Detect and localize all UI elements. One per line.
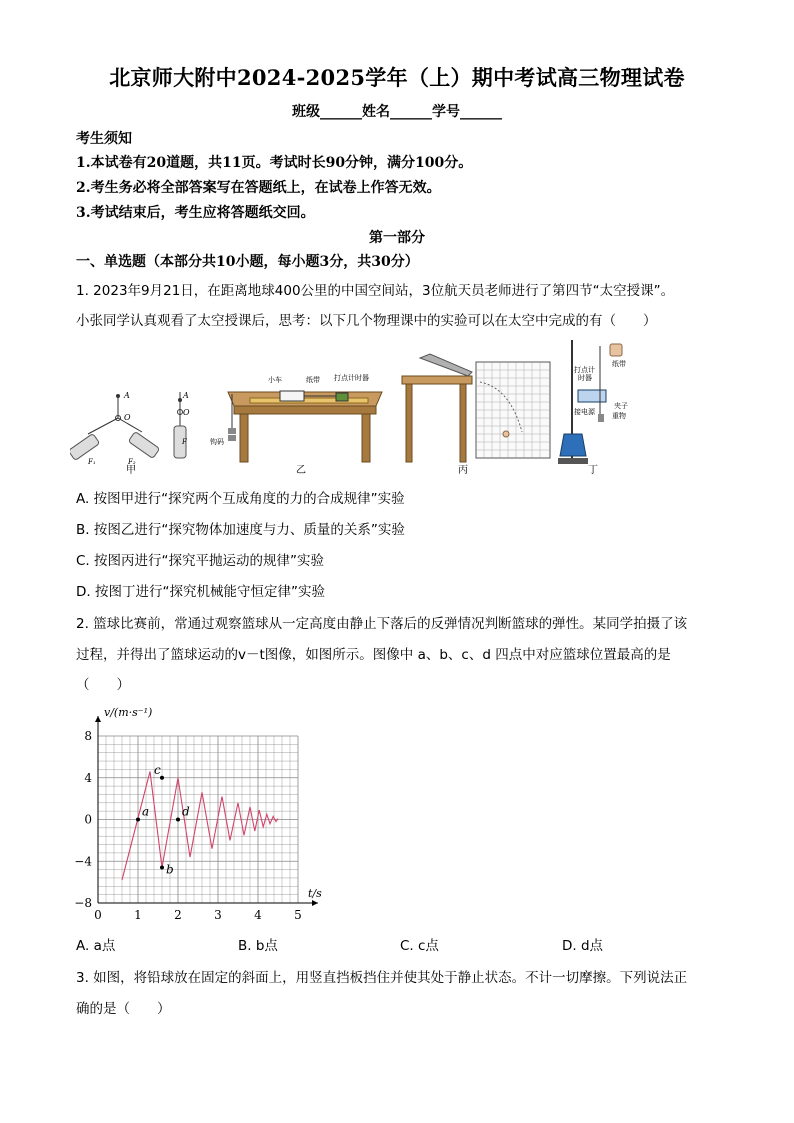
q1-option-d: D. 按图丁进行“探究机械能守恒定律”实验 xyxy=(76,584,325,600)
q1-stem-line2: 小张同学认真观看了太空授课后，思考：以下几个物理课中的实验可以在太空中完成的有（ ） xyxy=(76,313,657,329)
chart-series-line xyxy=(122,772,278,881)
x-tick-label: 5 xyxy=(294,908,302,922)
svg-text:乙: 乙 xyxy=(296,465,306,476)
notice-item-1: 1.本试卷有20道题，共11页。考试时长90分钟，满分100分。 xyxy=(76,155,473,171)
notice-heading: 考生须知 xyxy=(76,131,132,147)
svg-text:重物: 重物 xyxy=(612,412,626,420)
y-axis-arrow xyxy=(95,716,101,722)
svg-text:小车: 小车 xyxy=(268,376,282,384)
x-axis-arrow xyxy=(312,900,318,906)
y-tick-label: 8 xyxy=(84,729,92,743)
svg-text:A: A xyxy=(183,391,189,400)
exam-title: 北京师大附中2024-2025学年（上）期中考试高三物理试卷 xyxy=(109,65,685,90)
svg-text:O: O xyxy=(183,408,190,417)
x-tick-label: 1 xyxy=(134,908,142,922)
svg-text:甲: 甲 xyxy=(126,465,136,476)
q1-stem-line1: 1. 2023年9月21日，在距离地球400公里的中国空间站，3位航天员老师进行了第四节“太空授课”。 xyxy=(76,283,675,299)
vt-series-line xyxy=(122,772,278,881)
chart-points xyxy=(136,776,180,870)
svg-text:O: O xyxy=(124,413,131,422)
svg-text:时器: 时器 xyxy=(578,374,592,382)
x-tick-label: 0 xyxy=(94,908,102,922)
figure-yi xyxy=(210,373,382,476)
q2-stem-line2: 过程，并得出了篮球运动的v－t图像，如图所示。图像中 a、b、c、d 四点中对应篮球位置最高的是 xyxy=(76,647,671,663)
q2-option-c: C. c点 xyxy=(400,938,439,954)
q2-stem-line3: （ ） xyxy=(76,677,130,693)
svg-text:丁: 丁 xyxy=(588,465,598,476)
figure-jia xyxy=(70,391,190,476)
y-tick-label: −8 xyxy=(74,896,92,910)
svg-text:丙: 丙 xyxy=(458,465,468,476)
y-tick-label: 0 xyxy=(84,812,92,827)
q1-option-b: B. 按图乙进行“探究物体加速度与力、质量的关系”实验 xyxy=(76,522,405,538)
q3-stem-line2: 确的是（ ） xyxy=(76,1001,171,1017)
x-tick-label: 3 xyxy=(214,908,222,922)
q2-option-a: A. a点 xyxy=(76,938,116,954)
y-axis-label: v/(m·s⁻¹) xyxy=(104,706,153,719)
q2-vt-chart xyxy=(70,700,340,932)
svg-text:F₂: F₂ xyxy=(128,458,136,466)
point-label-d: d xyxy=(182,804,190,819)
q2-option-b: B. b点 xyxy=(238,938,278,954)
point-b xyxy=(160,866,164,870)
section-title: 一、单选题（本部分共10小题，每小题3分，共30分） xyxy=(76,254,419,270)
q2-option-d: D. d点 xyxy=(562,938,604,954)
figure-bing xyxy=(402,354,550,476)
svg-text:A: A xyxy=(124,391,130,400)
x-tick-label: 4 xyxy=(254,908,262,922)
q3-stem-line1: 3. 如图，将铅球放在固定的斜面上，用竖直挡板挡住并使其处于静止状态。不计一切摩擦。下列说法正 xyxy=(76,970,688,986)
point-d xyxy=(176,818,180,822)
point-label-b: b xyxy=(166,862,174,877)
svg-text:F₁: F₁ xyxy=(88,458,96,466)
q1-experiment-figure xyxy=(70,336,710,478)
point-label-c: c xyxy=(154,762,161,777)
q2-stem-line1: 2. 篮球比赛前，常通过观察篮球从一定高度由静止下落后的反弹情况判断篮球的弹性。某同学拍摄了该 xyxy=(76,616,688,632)
svg-text:钩码: 钩码 xyxy=(210,438,224,446)
q1-option-c: C. 按图丙进行“探究平抛运动的规律”实验 xyxy=(76,553,324,569)
y-tick-label: −4 xyxy=(74,854,92,869)
x-tick-label: 2 xyxy=(174,908,182,922)
x-axis-label: t/s xyxy=(308,887,322,900)
notice-item-3: 3.考试结束后，考生应将答题纸交回。 xyxy=(76,205,315,221)
svg-text:纸带: 纸带 xyxy=(306,376,320,384)
svg-text:打点计时器: 打点计时器 xyxy=(334,374,369,382)
svg-text:接电源: 接电源 xyxy=(574,408,595,416)
y-tick-label: 4 xyxy=(84,770,92,785)
point-label-a: a xyxy=(142,804,150,819)
svg-text:纸带: 纸带 xyxy=(612,360,626,368)
part-title: 第一部分 xyxy=(369,230,425,246)
svg-text:打点计: 打点计 xyxy=(574,366,595,374)
figure-ding xyxy=(558,340,628,476)
svg-text:F: F xyxy=(182,438,187,446)
svg-text:夹子: 夹子 xyxy=(614,402,628,410)
q1-option-a: A. 按图甲进行“探究两个互成角度的力的合成规律”实验 xyxy=(76,491,405,507)
point-a xyxy=(136,818,140,822)
student-info-line: 班级______姓名______学号______ xyxy=(292,104,502,120)
notice-item-2: 2.考生务必将全部答案写在答题纸上，在试卷上作答无效。 xyxy=(76,180,441,196)
